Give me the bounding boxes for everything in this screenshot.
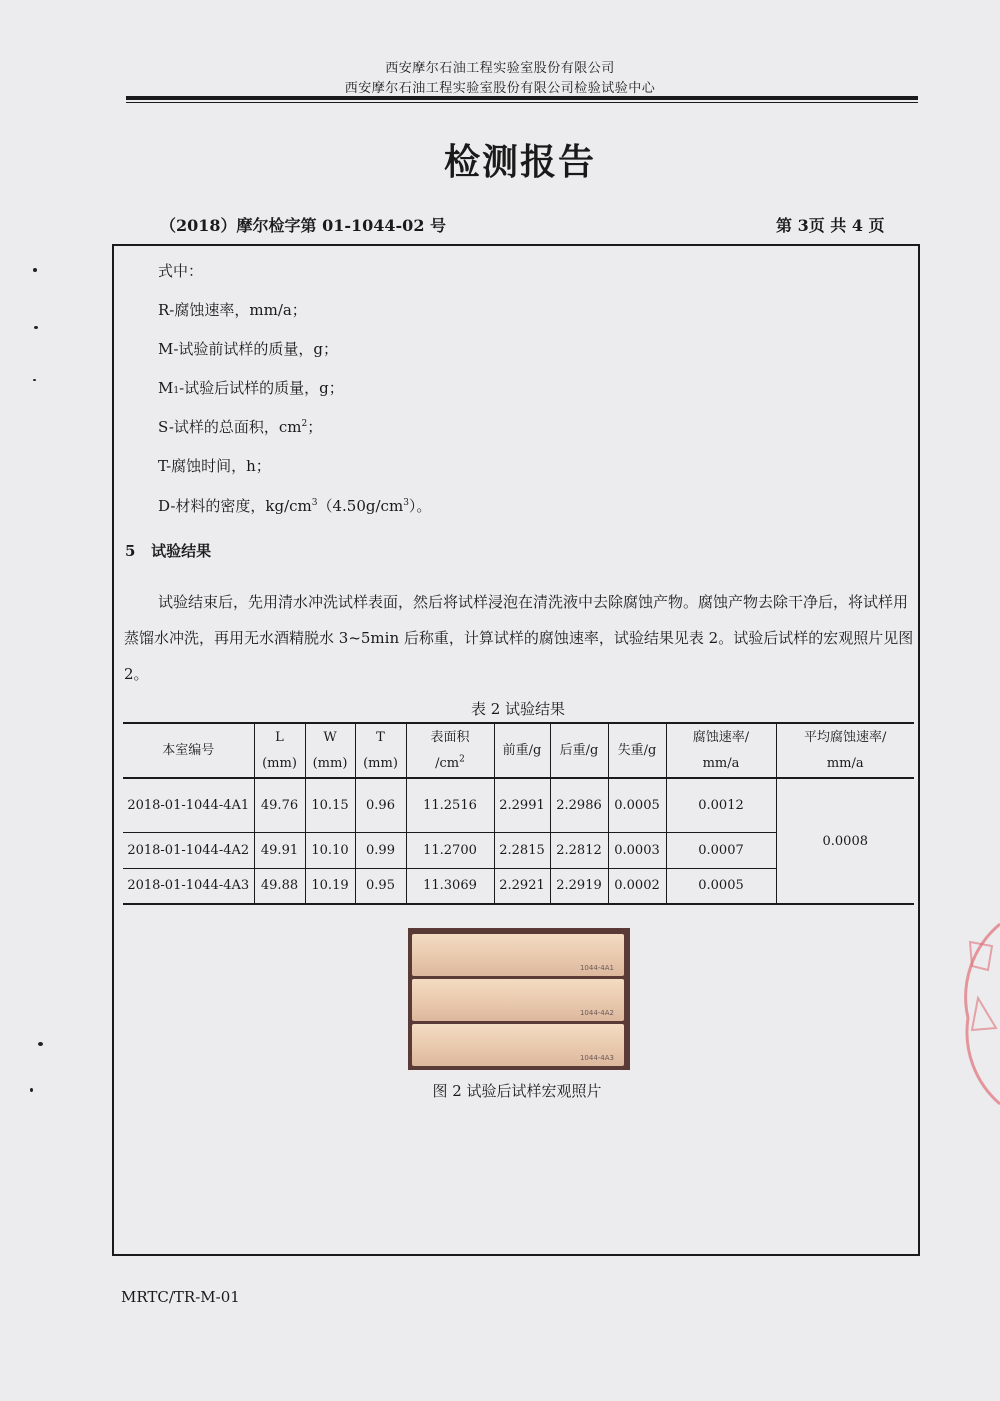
cell-corrosion-rate: 0.0005 [666,868,776,904]
cell-mass-before: 2.2991 [494,778,550,832]
header-line1: L [275,729,284,745]
cell-length: 49.76 [254,778,305,832]
def-text: -试验后试样的质量，g； [179,379,344,397]
cell-mass-before: 2.2921 [494,868,550,904]
header-line2: mm/a [702,755,740,771]
cell-area: 11.2700 [406,832,494,868]
table-row [123,778,914,832]
plate-label: 1044-4A3 [579,1054,614,1062]
cell-width: 10.19 [305,868,355,904]
cell-mass-after: 2.2812 [550,832,608,868]
paragraph-text: 试验结束后，先用清水冲洗试样表面，然后将试样浸泡在清洗液中去除腐蚀产物。腐蚀产物去除干净后，将试样用蒸馏水冲洗，再用无水酒精脱水 3~5min 后称重，计算试样的腐蚀速率，试验结果见表 2。试验后试样的宏观照片见图 2。 [124,593,914,683]
cell-mass-loss: 0.0002 [608,868,666,904]
def-symbol: S [158,418,169,436]
col-header [550,723,608,778]
header-superscript: 2 [459,754,465,765]
col-header [666,723,776,778]
cell-length: 49.88 [254,868,305,904]
section-heading [125,540,211,561]
specimen-plate [412,934,624,976]
section-title: 试验结果 [151,542,212,560]
cell-thickness: 0.99 [355,832,406,868]
report-number: （2018）摩尔检字第 01-1044-02 号 [160,216,447,235]
plate-label: 1044-4A1 [579,964,614,972]
def-tail: ）。 [408,497,432,515]
definition-item [158,299,307,320]
def-superscript: 2 [301,419,308,429]
cell-sample-id: 2018-01-1044-4A2 [123,832,254,868]
scan-mark [30,1088,33,1092]
specimen-photo [408,928,630,1070]
def-tail: （4.50g/cm [317,497,404,515]
cell-mass-after: 2.2986 [550,778,608,832]
col-header [123,723,254,778]
cell-thickness: 0.96 [355,778,406,832]
def-symbol: R [158,301,170,319]
def-subscript: 1 [173,386,180,396]
header-line1: 失重/g [617,742,657,758]
definition-item [158,377,344,398]
page-title: 检测报告 [443,142,596,183]
scan-mark [34,326,38,329]
col-header [305,723,355,778]
scan-mark [33,268,37,272]
def-text: -试样的总面积，cm [168,418,302,436]
header-line1: W [323,729,337,745]
cell-mass-loss: 0.0005 [608,778,666,832]
scan-mark [38,1042,43,1046]
company-name: 西安摩尔石油工程实验室股份有限公司 [385,61,615,76]
scan-mark [33,379,36,381]
definition-item [158,338,338,359]
cell-width: 10.10 [305,832,355,868]
cell-mass-before: 2.2815 [494,832,550,868]
table-caption: 表 2 试验结果 [470,700,566,718]
header-line1: 后重/g [559,742,599,758]
def-symbol: T [158,457,167,475]
def-text: -腐蚀速率，mm/a； [169,301,307,319]
cell-width: 10.15 [305,778,355,832]
col-header [776,723,914,778]
figure-caption: 图 2 试验后试样宏观照片 [432,1082,602,1100]
cell-mass-loss: 0.0003 [608,832,666,868]
header-line2: mm/a [826,755,864,771]
cell-mass-after: 2.2919 [550,868,608,904]
def-superscript: 3 [403,498,409,508]
header-line1: T [376,729,385,745]
header-line1: 表面积 [430,729,470,745]
header-line1: 本室编号 [162,742,215,758]
def-text: -材料的密度，kg/cm [170,497,312,515]
definitions-intro: 式中： [158,262,204,280]
def-symbol: M [158,379,174,397]
results-table [123,722,914,905]
def-text: -试验前试样的质量，g； [173,340,339,358]
col-header [608,723,666,778]
header-line2: (mm) [363,755,398,771]
cell-sample-id: 2018-01-1044-4A3 [123,868,254,904]
cell-length: 49.91 [254,832,305,868]
section-paragraph [124,584,919,692]
header-line2 [407,751,494,777]
section-number: 5 [125,542,136,560]
header-line2: (mm) [312,755,348,771]
col-header [254,723,305,778]
form-code: MRTC/TR-M-01 [121,1288,240,1306]
specimen-plate [412,1024,624,1066]
cell-area: 11.2516 [406,778,494,832]
col-header [494,723,550,778]
cell-thickness: 0.95 [355,868,406,904]
table-header-row [123,723,914,778]
cell-average-rate: 0.0008 [776,778,914,904]
def-superscript: 3 [311,498,318,508]
header-rule [126,96,918,100]
company-seal-icon [948,918,1000,1108]
definition-item [158,455,271,476]
header-unit: /cm [435,755,460,771]
col-header [406,723,494,778]
header-line1: 平均腐蚀速率/ [804,729,887,745]
cell-area: 11.3069 [406,868,494,904]
header-line2: (mm) [262,755,297,771]
plate-label: 1044-4A2 [579,1009,614,1017]
cell-sample-id: 2018-01-1044-4A1 [123,778,254,832]
def-tail: ； [307,418,323,436]
header-line1: 腐蚀速率/ [692,729,750,745]
center-name: 西安摩尔石油工程实验室股份有限公司检验试验中心 [344,81,656,96]
specimen-plate [412,979,624,1021]
page-indicator: 第 3页 共 4 页 [776,216,885,235]
def-symbol: D [158,497,171,515]
col-header [355,723,406,778]
def-text: -腐蚀时间，h； [166,457,271,475]
def-symbol: M [158,340,174,358]
definition-item [158,416,322,437]
cell-corrosion-rate: 0.0007 [666,832,776,868]
cell-corrosion-rate: 0.0012 [666,778,776,832]
definition-item [158,495,431,516]
header-line1: 前重/g [502,742,542,758]
header-rule-thin [126,102,918,103]
